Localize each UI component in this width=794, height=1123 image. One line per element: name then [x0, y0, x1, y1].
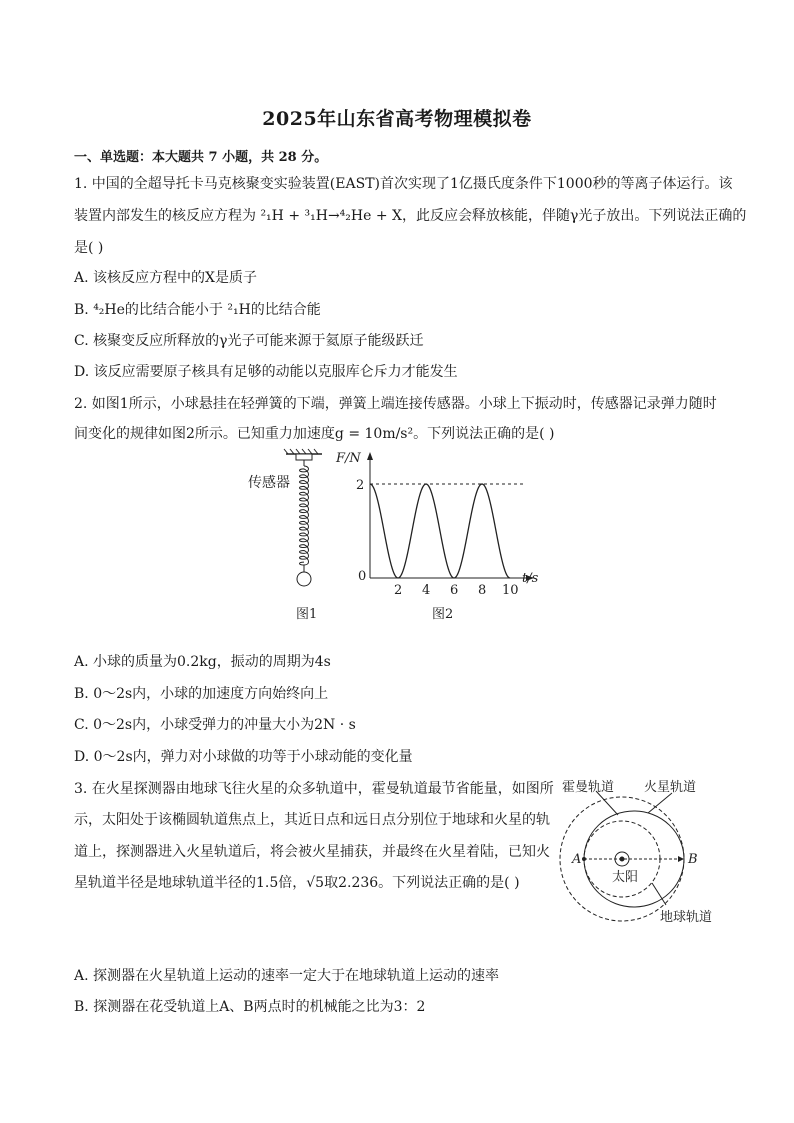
x-tick-label-8: 8	[478, 583, 487, 598]
q3-line-3: 道上，探测器进入火星轨道后，将会被火星捕获，并最终在火星着陆，已知火	[74, 844, 550, 860]
x-tick-label-10: 10	[502, 583, 519, 598]
figure-1-spring	[240, 448, 340, 628]
label-mars-orbit: 火星轨道	[644, 780, 697, 795]
x-axis-label: t/s	[522, 571, 539, 586]
q1-line-2: 装置内部发生的核反应方程为 ²₁H + ³₁H→⁴₂He + X，此反应会释放核能，伴随γ光子放出。下列说法正确的	[74, 208, 747, 224]
y-axis-arrow	[367, 452, 373, 460]
q2-option-b: B. 0～2s内，小球的加速度方向始终向上	[74, 686, 329, 702]
q1-option-d: D. 该反应需要原子核具有足够的动能以克服库仑斥力才能发生	[74, 364, 458, 380]
x-tick-label-6: 6	[450, 583, 459, 598]
q1-option-a: A. 该核反应方程中的X是质子	[74, 270, 257, 286]
q2-option-d: D. 0～2s内，弹力对小球做的功等于小球动能的变化量	[74, 749, 413, 765]
x-tick-label-4: 4	[422, 583, 431, 598]
figure-1-caption: 图1	[296, 607, 318, 622]
x-tick-label-2: 2	[394, 583, 403, 598]
label-point-a: A	[572, 852, 582, 867]
q3-option-b: B. 探测器在花受轨道上A、B两点时的机械能之比为3：2	[74, 999, 426, 1015]
q3-line-1: 3. 在火星探测器由地球飞往火星的众多轨道中，霍曼轨道最节省能量，如图所	[74, 781, 554, 797]
y-tick-label-2: 2	[356, 478, 365, 493]
q1-line-3: 是( )	[74, 240, 104, 256]
q3-line-2: 示，太阳处于该椭圆轨道焦点上，其近日点和远日点分别位于地球和火星的轨	[74, 812, 550, 828]
q3-line-4: 星轨道半径是地球轨道半径的1.5倍，√5取2.236。下列说法正确的是( )	[74, 875, 520, 891]
q2-option-c: C. 0～2s内，小球受弹力的冲量大小为2N · s	[74, 717, 356, 733]
q1-line-1: 1. 中国的全超导托卡马克核聚变实验装置(EAST)首次实现了1亿摄氏度条件下1000秒的等离子体运行。该	[74, 176, 733, 192]
force-curve	[370, 484, 510, 578]
point-b-marker	[678, 856, 684, 862]
q2-line-2: 间变化的规律如图2所示。已知重力加速度g = 10m/s²。下列说法正确的是( )	[74, 426, 555, 442]
label-hohmann-orbit: 霍曼轨道	[562, 780, 615, 795]
q2-option-a: A. 小球的质量为0.2kg，振动的周期为4s	[74, 654, 331, 670]
page-title: 2025年山东省高考物理模拟卷	[262, 108, 532, 130]
label-point-b: B	[688, 852, 698, 867]
figure-2-force-chart	[326, 448, 556, 628]
sensor-label: 传感器	[248, 475, 290, 491]
q1-option-c: C. 核聚变反应所释放的γ光子可能来源于氦原子能级跃迁	[74, 333, 424, 349]
figure-2-caption: 图2	[432, 607, 454, 622]
orbit-diagram	[556, 775, 736, 935]
q3-option-a: A. 探测器在火星轨道上运动的速率一定大于在地球轨道上运动的速率	[74, 968, 500, 984]
q1-option-b: B. ⁴₂He的比结合能小于 ²₁H的比结合能	[74, 302, 321, 318]
label-earth-orbit: 地球轨道	[660, 910, 713, 925]
point-a-marker	[582, 857, 586, 861]
section-heading: 一、单选题：本大题共 7 小题，共 28 分。	[74, 150, 328, 165]
q2-line-1: 2. 如图1所示，小球悬挂在轻弹簧的下端，弹簧上端连接传感器。小球上下振动时，传感器记录弹力随时	[74, 396, 717, 412]
x-tick-label-0: 0	[358, 569, 367, 584]
y-axis-label: F/N	[336, 451, 361, 466]
leader-earth	[652, 883, 666, 905]
label-sun: 太阳	[612, 870, 639, 885]
